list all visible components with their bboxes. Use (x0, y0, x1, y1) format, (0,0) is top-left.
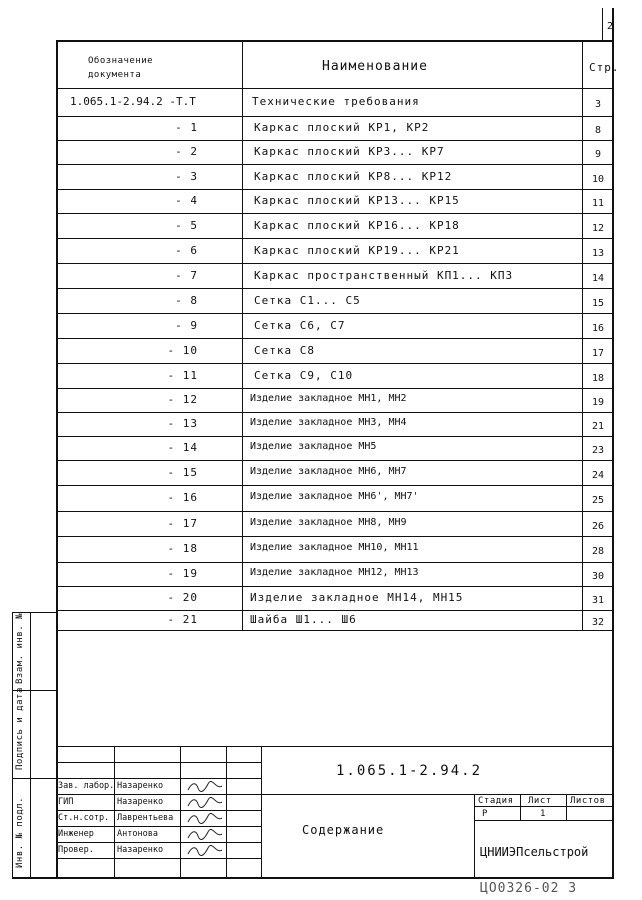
row-page: 23 (591, 445, 605, 456)
side-label-inv-original: Инв. № подл. (15, 796, 25, 868)
staff-signature (186, 812, 224, 829)
row-divider (56, 288, 614, 289)
row-code: - 2 (175, 145, 198, 158)
staff-role: ГИП (58, 797, 74, 807)
tb-row-line-4 (56, 826, 261, 827)
row-divider (56, 412, 614, 413)
row-divider (56, 338, 614, 339)
document-title: Содержание (302, 823, 385, 837)
row-name: Сетка С6, С7 (254, 318, 346, 332)
side-label-inv-replace: Взам. инв. № (15, 612, 25, 684)
row-divider (56, 460, 614, 461)
row-code: - 11 (167, 368, 198, 382)
row-name: Изделие закладное МН3, МН4 (250, 417, 407, 428)
row-page: 21 (591, 421, 605, 432)
organization-name: ЦНИИЭПсельстрой (480, 845, 589, 859)
row-name: Изделие закладное МН5 (250, 441, 377, 452)
row-divider (56, 313, 614, 314)
row-code: - 1 (175, 121, 198, 134)
row-name: Сетка С8 (254, 343, 315, 357)
row-page: 17 (591, 347, 605, 359)
tb-vline-sheet (520, 794, 521, 820)
row-page: 30 (591, 571, 605, 582)
row-code: - 12 (167, 393, 198, 406)
header-name: Наименование (322, 59, 428, 74)
sheet-label: Лист (528, 796, 552, 806)
row-code: - 8 (175, 293, 198, 307)
row-code: - 16 (167, 491, 198, 504)
row-page: 26 (591, 520, 605, 532)
row-divider (56, 586, 614, 587)
tb-row-line-6 (56, 858, 261, 859)
row-page: 19 (591, 397, 605, 408)
header-designation: Обозначение документа (88, 56, 154, 80)
tb-vline-role (114, 746, 115, 878)
row-name: Каркас плоский КР8... КР12 (254, 169, 453, 183)
side-strip-left (12, 612, 13, 878)
row-divider (56, 116, 614, 117)
row-page: 10 (591, 173, 605, 185)
row-code: - 5 (175, 218, 198, 232)
row-code: - 14 (167, 441, 198, 454)
row-code: - 19 (167, 567, 198, 580)
row-code: - 15 (167, 465, 198, 479)
sheet-value: 1 (540, 809, 546, 819)
row-page: 3 (594, 99, 602, 110)
row-name: Изделие закладное МН10, МН11 (250, 542, 419, 553)
row-code: - 17 (167, 516, 198, 530)
tb-row-line-5 (56, 842, 261, 843)
sheets-label: Листов (570, 796, 606, 806)
row-page: 24 (591, 469, 605, 481)
tb-vline-name (180, 746, 181, 878)
tb-vline-date (261, 746, 262, 878)
frame-bottom (12, 877, 614, 879)
tb-top (56, 746, 614, 747)
row-page: 28 (591, 546, 605, 557)
staff-name: Лаврентьева (117, 813, 174, 823)
row-name: Каркас плоский КР3... КР7 (254, 145, 445, 158)
staff-role: Инженер (58, 829, 94, 839)
row-divider (56, 238, 614, 239)
row-code: - 10 (167, 343, 198, 357)
staff-name: Назаренко (117, 797, 164, 807)
row-name: Каркас плоский КР19... КР21 (254, 243, 460, 257)
staff-signature (186, 844, 224, 861)
stage-label: Стадия (478, 796, 514, 806)
document-code: 1.065.1-2.94.2 (336, 763, 483, 779)
row-page: 16 (591, 322, 605, 334)
staff-role: Провер. (58, 845, 94, 855)
tb-row-line-1 (56, 762, 261, 763)
side-label-signature-date: Подпись и дата (15, 687, 25, 770)
row-name: Технические требования (252, 95, 420, 108)
row-divider (56, 388, 614, 389)
staff-signature (186, 828, 224, 845)
row-page: 14 (591, 272, 605, 284)
row-page: 25 (591, 495, 605, 506)
col-divider-2 (582, 40, 583, 630)
col-divider-1 (242, 40, 243, 630)
table-bottom-line (56, 630, 614, 631)
row-name: Шайба Ш1... Ш6 (250, 613, 357, 626)
sheet-number: 2 (607, 21, 615, 32)
staff-role: Ст.н.сотр. (58, 813, 110, 823)
row-divider (56, 164, 614, 165)
staff-name: Назаренко (117, 781, 164, 791)
row-divider (56, 140, 614, 141)
tb-vline-sign (226, 746, 227, 878)
row-name: Изделие закладное МН6', МН7' (250, 491, 419, 502)
row-name: Каркас пространственный КП1... КП3 (254, 268, 514, 282)
row-divider (56, 263, 614, 264)
row-page: 31 (591, 595, 605, 606)
tb-vline-sheets (566, 794, 567, 820)
row-divider (56, 511, 614, 512)
row-divider (56, 436, 614, 437)
row-name: Каркас плоский КР1, КР2 (254, 121, 430, 134)
side-strip-inner (30, 612, 31, 878)
row-divider (56, 363, 614, 364)
row-name: Сетка С1... С5 (254, 293, 361, 307)
row-divider (56, 562, 614, 563)
archive-stamp: ЦО0326-02 3 (480, 881, 578, 896)
row-name: Изделие закладное МН6, МН7 (250, 465, 407, 477)
sheet-number-box-bottom (602, 40, 614, 42)
row-code: - 9 (175, 318, 198, 332)
row-name: Изделие закладное МН8, МН9 (250, 516, 407, 528)
side-strip-div2 (12, 778, 57, 779)
stage-value: Р (482, 809, 488, 819)
row-divider (56, 213, 614, 214)
row-page: 13 (591, 247, 605, 259)
tb-stage-row2 (474, 820, 614, 821)
row-divider (56, 189, 614, 190)
row-code: - 4 (175, 194, 198, 207)
staff-name: Назаренко (117, 845, 164, 855)
staff-role: Зав. лабор. (58, 781, 115, 791)
header-page: Стр. (589, 61, 620, 74)
tb-mid (56, 794, 614, 795)
sheet-number-box-left (602, 8, 603, 42)
row-page: 8 (594, 125, 602, 136)
row-page: 9 (594, 149, 602, 160)
row-page: 11 (591, 198, 605, 209)
tb-stage-row (474, 806, 614, 807)
row-code: - 13 (167, 417, 198, 430)
row-name: Каркас плоский КР16... КР18 (254, 218, 460, 232)
row-name: Изделие закладное МН1, МН2 (250, 393, 407, 404)
frame-right (612, 8, 614, 878)
row-page: 32 (591, 617, 605, 628)
row-name: Сетка С9, С10 (254, 368, 354, 382)
staff-name: Антонова (117, 829, 158, 839)
row-name: Изделие закладное МН12, МН13 (250, 567, 419, 578)
tb-row-line-3 (56, 810, 261, 811)
row-page: 12 (591, 222, 605, 234)
header-bottom-line (56, 88, 614, 89)
row-page: 18 (591, 372, 605, 384)
frame-top (56, 40, 614, 42)
row-page: 15 (591, 297, 605, 309)
row-code: - 21 (167, 613, 198, 626)
row-divider (56, 536, 614, 537)
row-code: - 6 (175, 243, 198, 257)
row-code: - 18 (167, 542, 198, 555)
row-code: - 3 (175, 169, 198, 183)
row-divider (56, 485, 614, 486)
tb-row-line-2 (56, 778, 261, 779)
row-name: Изделие закладное МН14, МН15 (250, 591, 464, 604)
row-name: Каркас плоский КР13... КР15 (254, 194, 460, 207)
row-code: - 20 (167, 591, 198, 604)
row-divider (56, 610, 614, 611)
staff-signature (186, 796, 224, 813)
row-code: - 7 (175, 268, 198, 282)
row-code: 1.065.1-2.94.2 -Т.Т (70, 95, 196, 108)
staff-signature (186, 780, 224, 797)
frame-left (56, 40, 58, 878)
